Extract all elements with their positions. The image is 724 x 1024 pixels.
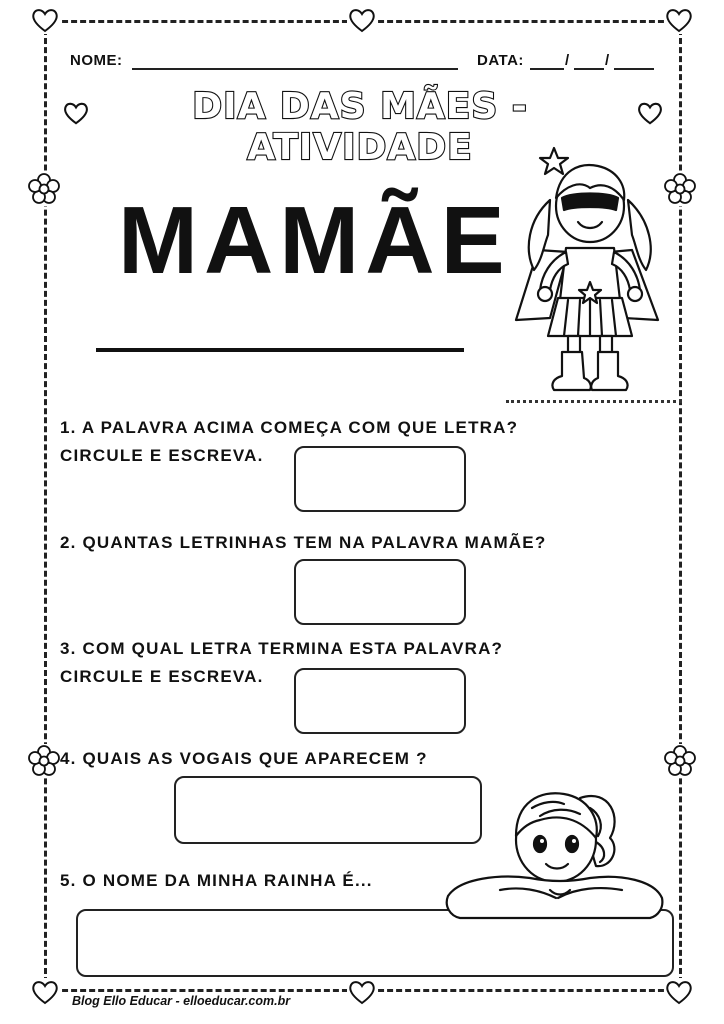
answer-box-1[interactable]	[294, 446, 466, 512]
featured-word: MAMÃE	[118, 187, 511, 294]
question-4-text: 4. QUAIS AS VOGAIS QUE APARECEM ?	[60, 749, 428, 768]
question-1-text: 1. A PALAVRA ACIMA COMEÇA COM QUE LETRA?	[60, 418, 519, 437]
question-2-text: 2. QUANTAS LETRINHAS TEM NA PALAVRA MAMÃE?	[60, 533, 547, 552]
answer-box-4[interactable]	[174, 776, 482, 844]
page-title: DIA DAS MÃES - ATIVIDADE	[192, 86, 528, 168]
heart-icon	[30, 978, 60, 1006]
date-label: DATA:	[477, 52, 524, 69]
heart-icon	[62, 100, 90, 126]
writing-line[interactable]	[96, 348, 464, 352]
answer-box-3[interactable]	[294, 668, 466, 734]
question-5-text: 5. O NOME DA MINHA RAINHA É...	[60, 871, 373, 890]
dotted-divider	[506, 400, 682, 403]
question-3-text: 3. COM QUAL LETRA TERMINA ESTA PALAVRA?	[60, 639, 504, 658]
heart-icon	[347, 6, 377, 34]
heart-icon	[30, 6, 60, 34]
date-month-field[interactable]	[574, 68, 604, 70]
date-day-field[interactable]	[530, 68, 564, 70]
date-year-field[interactable]	[614, 68, 654, 70]
flower-icon	[27, 744, 61, 778]
heart-icon	[636, 100, 664, 126]
question-1-instruction: CIRCULE E ESCREVA.	[60, 446, 264, 465]
footer-credit: Blog Ello Educar - elloeducar.com.br	[72, 994, 291, 1008]
flower-icon	[663, 744, 697, 778]
smiling-girl-illustration	[440, 778, 670, 922]
question-3-instruction: CIRCULE E ESCREVA.	[60, 667, 264, 686]
name-label: NOME:	[70, 52, 123, 69]
heart-icon	[664, 978, 694, 1006]
date-separator: /	[605, 52, 610, 69]
name-field[interactable]	[132, 68, 458, 70]
date-separator: /	[565, 52, 570, 69]
heart-icon	[347, 978, 377, 1006]
flower-icon	[27, 172, 61, 206]
superhero-girl-illustration	[510, 140, 670, 398]
heart-icon	[664, 6, 694, 34]
answer-box-2[interactable]	[294, 559, 466, 625]
